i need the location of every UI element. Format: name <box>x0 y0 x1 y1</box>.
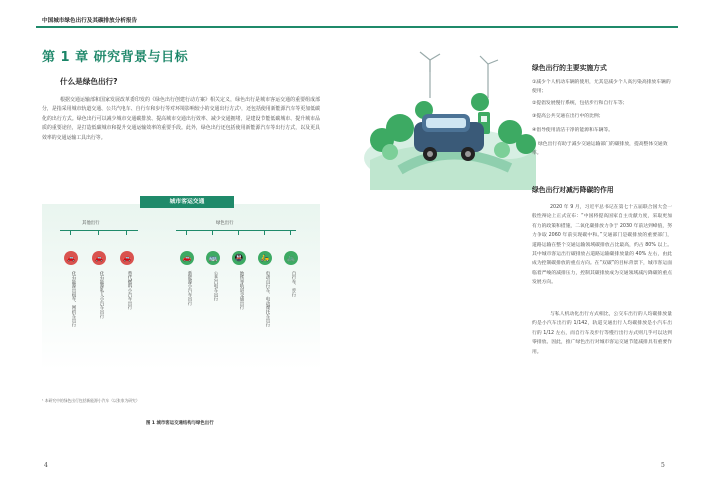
intro-paragraph: 根据交通运输部和国家发展改革委印发的《绿色出行创建行动方案》相关定义，绿色出行是城市客运交通的重要组成部分，是指采用城市轨道交通、公共汽电车、自行车和步行等对环境影响较小的交通出行方式¹，还包括使用新能源汽车等更加低碳化的出行方式。绿色出行可以减少城市交通碳排放、提高城市交通出行效率、减少交通拥堵，是建设节能低碳城市、提升城市品质的重要途径，是打造低碳城市和提升交通运输效率的重要手段。此外，绿色出行还包括使用新能源汽车等出行方式，以及更具效率的交通运输工具出行等。 <box>42 97 320 141</box>
impact-paragraph-1: 2020 年 9 月，习近平总书记在第七十五届联合国大会一般性辩论上正式宣布：“中国将提高国家自主贡献力度，采取更加有力的政策和措施，二氧化碳排放力争于 2030 年前达到峰值，努力争取 2060 年前实现碳中和。”交通部门是碳排放的重要部门，道路运输在整个交通运输领域碳排放占比最高，约占 80% 以上。其中城市客运出行碳排放占道路运输碳排放量的 40% 左右，由此成为控制碳排放的重点方向。在“双碳”的目标背景下，城市客运面临着严峻的减排压力，控制其碳排放成为交通领域减污降碳的重点发展方向。 <box>532 205 672 286</box>
report-title: 中国城市绿色出行及其碳排放分析报告 <box>42 18 138 24</box>
group-label-green: 绿色出行 <box>216 221 234 226</box>
chapter-title: 第 1 章 研究背景与目标 <box>42 50 189 65</box>
methods-heading: 绿色出行的主要实施方式 <box>532 64 607 72</box>
category-label: 自行车、步行 <box>291 271 296 297</box>
category-label: 公共汽电车出行 <box>213 271 218 302</box>
transport-structure-diagram <box>42 196 320 371</box>
method-item: ④倡导使用清洁干净的能源和车辆等。 <box>532 128 614 133</box>
category-tick <box>290 230 291 235</box>
method-item: ②提倡发展慢行系统，包括步行和自行车等； <box>532 101 628 106</box>
method-item: ①减少个人机动车辆的使用，尤其是减少个人高污染高排放车辆的使用； <box>532 80 671 95</box>
category-label: 化石能源出租车、网约车出行 <box>71 271 76 327</box>
page-number-right: 5 <box>661 462 665 469</box>
category-label: 地铁等轨道交通出行 <box>239 271 244 310</box>
method-item: ③提高公共交通在出行中的比例； <box>532 114 604 119</box>
page-number-left: 4 <box>44 462 48 469</box>
diagram-background <box>42 204 320 370</box>
category-tick <box>126 230 127 235</box>
diagram-title: 城市客运交通 <box>140 196 234 208</box>
category-tick <box>212 230 213 235</box>
car-icon: 🚗 <box>180 251 194 265</box>
category-label: 替代燃料小汽车出行 <box>127 271 132 310</box>
impact-paragraph-2: 与私人机动化出行方式相比，公交车出行的人均碳排放量约是小汽车出行的 1/142，轨道交通出行人均碳排放是小汽车出行的 1/12 左右，而自行车及步行等慢行出行方式则几乎可以达到零排放。因此，推广绿色出行对城市客运交通节能减排具有重要作用。 <box>532 312 672 355</box>
category-tick <box>98 230 99 235</box>
car-icon: 🚗 <box>120 251 134 265</box>
car-icon: 🚗 <box>92 251 106 265</box>
category-tick <box>186 230 187 235</box>
group-bracket-green <box>176 230 296 231</box>
bicycle-icon: 🚲 <box>284 251 298 265</box>
section-title: 什么是绿色出行? <box>60 77 118 86</box>
category-label: 化石能源私人小汽车出行 <box>99 271 104 319</box>
page-header <box>0 0 710 30</box>
footnote: ¹ 本研究中的绿色出行包括新能源小汽车（以张家为研究） <box>42 398 140 403</box>
category-label: 电动自行车、电动摩托车出行 <box>265 271 270 327</box>
bus-icon: 🚌 <box>206 251 220 265</box>
category-tick <box>264 230 265 235</box>
category-tick <box>70 230 71 235</box>
car-icon: 🚗 <box>64 251 78 265</box>
green-travel-illustration <box>360 40 538 190</box>
ebike-icon: 🛵 <box>258 251 272 265</box>
group-label-other: 其他出行 <box>82 221 100 226</box>
category-label: 新能源小汽车出行 <box>187 271 192 306</box>
figure-caption: 图 1 城市客运交通结构与绿色出行 <box>146 421 214 426</box>
header-rule <box>36 26 678 28</box>
metro-icon: 🚇 <box>232 251 246 265</box>
impact-heading: 绿色出行对减污降碳的作用 <box>532 186 614 194</box>
category-tick <box>238 230 239 235</box>
methods-summary: 绿色出行有助于减少交通运输部门的碳排放，提高整体交通效率。 <box>532 142 668 157</box>
